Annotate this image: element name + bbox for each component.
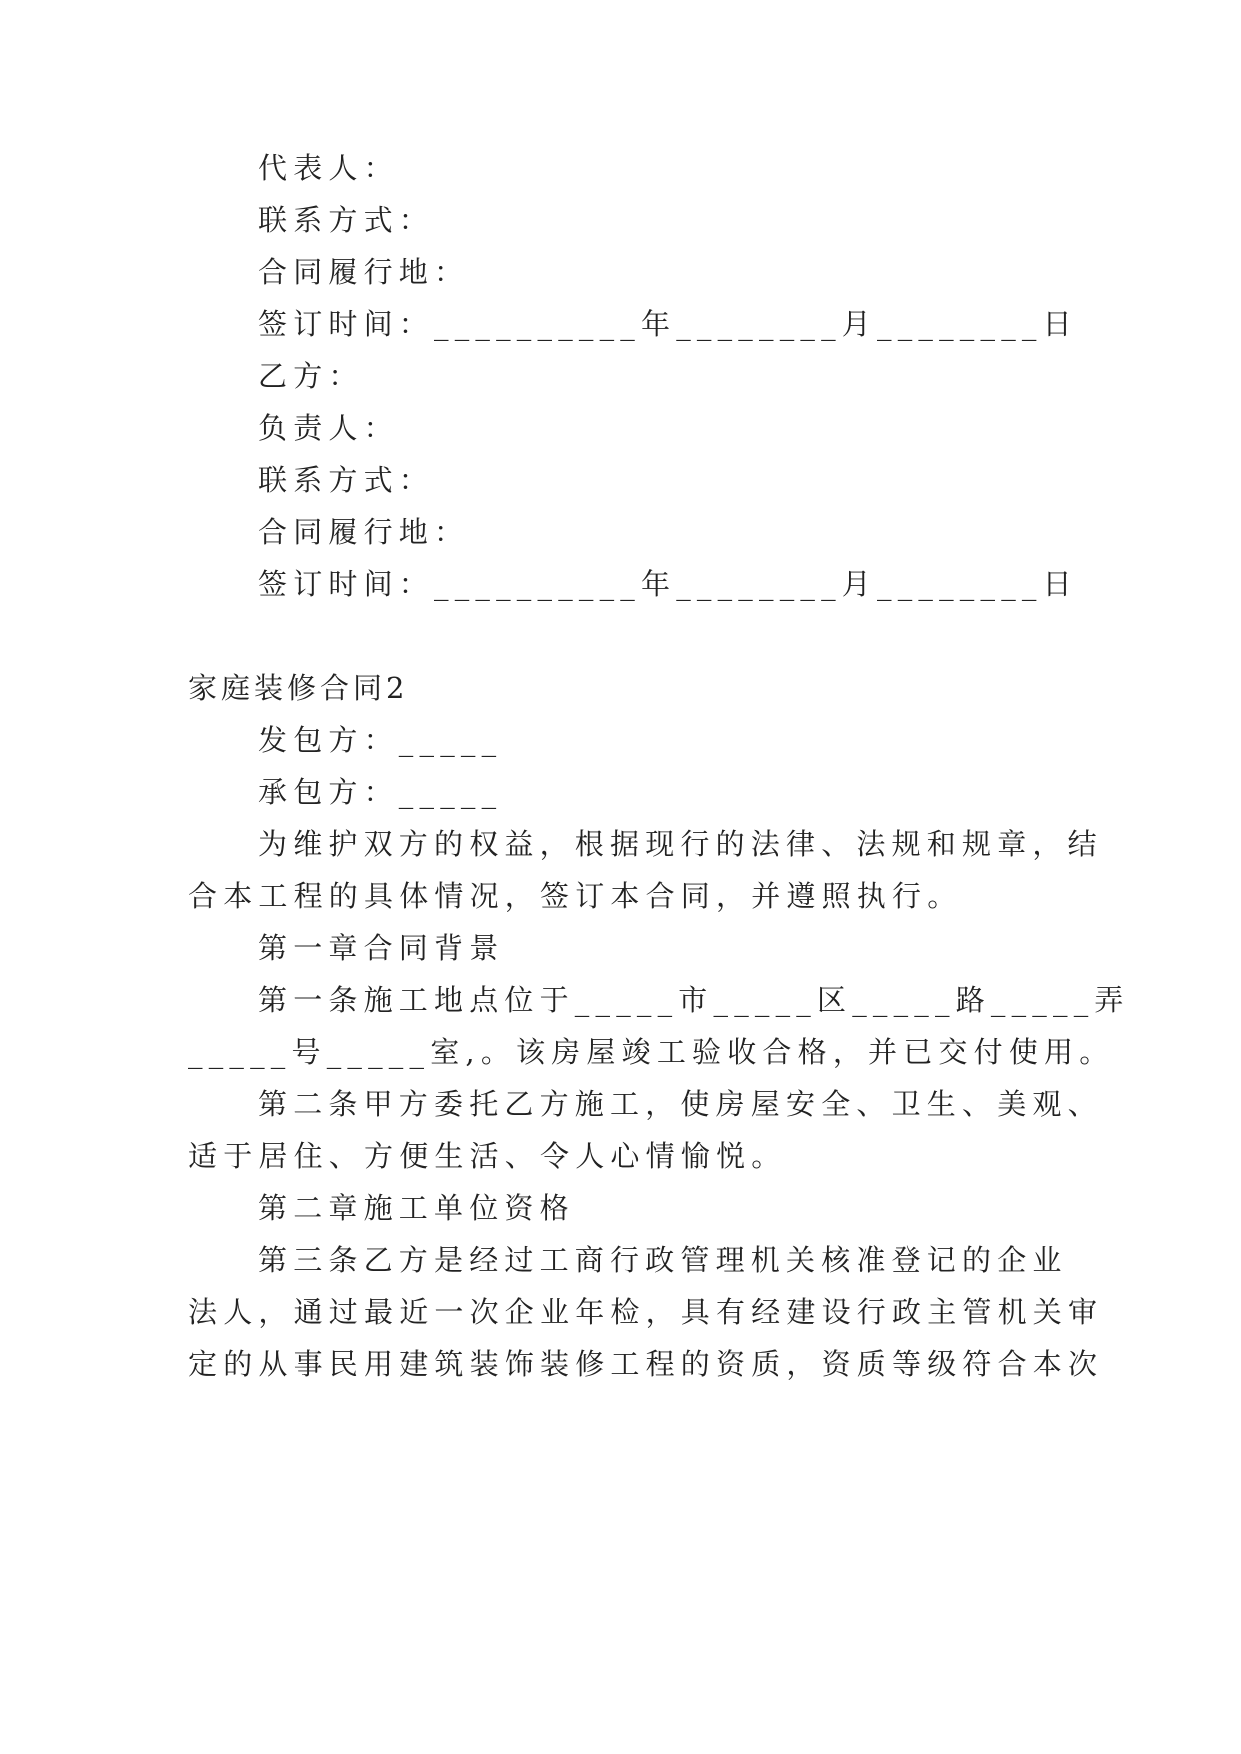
article-2-line2: 适于居住、方便生活、令人心情愉悦。	[188, 1139, 787, 1173]
party-b-sign-time: 签订时间：__________年________月________日	[258, 567, 1078, 601]
employer-line: 发包方：_____	[258, 723, 503, 757]
party-a-contact: 联系方式：	[258, 203, 435, 237]
contractor-line: 承包方：_____	[258, 775, 503, 809]
contract-title: 家庭装修合同2	[188, 671, 409, 705]
chapter-1-heading: 第一章合同背景	[258, 931, 505, 965]
article-3-line3: 定的从事民用建筑装饰装修工程的资质，资质等级符合本次	[188, 1347, 1104, 1381]
party-b-responsible: 负责人：	[258, 411, 399, 445]
party-a-representative: 代表人：	[258, 151, 399, 185]
party-b-contact: 联系方式：	[258, 463, 435, 497]
chapter-2-heading: 第二章施工单位资格	[258, 1191, 575, 1225]
article-1-line1: 第一条施工地点位于_____市_____区_____路_____弄	[258, 983, 1130, 1017]
party-a-sign-time: 签订时间：__________年________月________日	[258, 307, 1078, 341]
article-1-line2: _____号_____室,。该房屋竣工验收合格，并已交付使用。	[188, 1035, 1115, 1069]
article-2-line1: 第二条甲方委托乙方施工，使房屋安全、卫生、美观、	[258, 1087, 1103, 1121]
article-3-line2: 法人，通过最近一次企业年检，具有经建设行政主管机关审	[188, 1295, 1104, 1329]
article-3-line1: 第三条乙方是经过工商行政管理机关核准登记的企业	[258, 1243, 1068, 1277]
party-b-place: 合同履行地：	[258, 515, 470, 549]
party-b-label: 乙方：	[258, 359, 364, 393]
intro-paragraph-line1: 为维护双方的权益，根据现行的法律、法规和规章，结	[258, 827, 1103, 861]
intro-paragraph-line2: 合本工程的具体情况，签订本合同，并遵照执行。	[188, 879, 963, 913]
party-a-place: 合同履行地：	[258, 255, 470, 289]
